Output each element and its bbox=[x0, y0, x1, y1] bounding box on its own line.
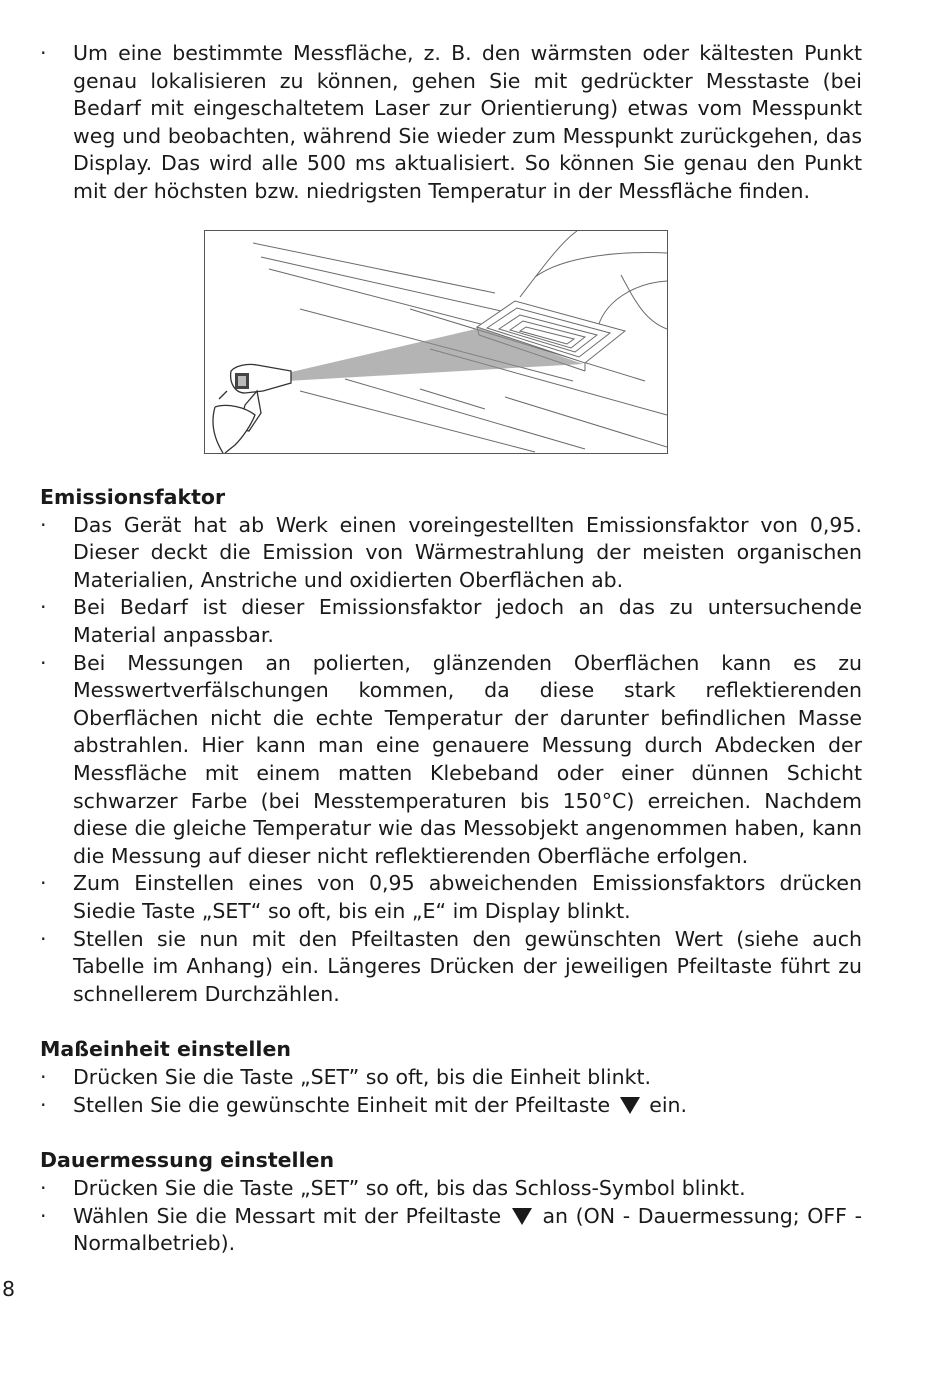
bullet: · bbox=[40, 595, 47, 620]
bullet: · bbox=[40, 512, 47, 537]
intro-list bbox=[40, 40, 862, 206]
thermometer-illustration bbox=[204, 230, 668, 454]
bullet: · bbox=[40, 926, 47, 951]
list-item bbox=[40, 594, 862, 649]
list-item-text: an (ON - Dauermessung; OFF - Normalbetrieb). bbox=[73, 1203, 862, 1256]
list-item-text: ein. bbox=[649, 1092, 688, 1117]
list-item-text: Stellen Sie die gewünschte Einheit mit der Pfeiltaste bbox=[73, 1092, 611, 1117]
intro-paragraph: Um eine bestimmte Messfläche, z. B. den wärmsten oder kältesten Punkt genau lokalisieren zu können, gehen Sie mit gedrückter Messtaste (bei Bedarf mit eingeschaltetem Laser zur Orientierung) etwas vom Messpunkt weg und beobachten, während Sie wieder zum Messpunkt zurückgehen, das Display. Das wird alle 500 ms aktualisiert. So können Sie genau den Punkt mit der höchsten bzw. niedrigsten Temperatur in der Messfläche finden. bbox=[73, 41, 862, 203]
list-item bbox=[40, 1203, 862, 1258]
list-item bbox=[40, 1175, 862, 1203]
bullet: · bbox=[40, 1065, 47, 1089]
continuous-list bbox=[40, 1175, 862, 1258]
list-item-text: Das Gerät hat ab Werk einen voreingestellten Emissionsfaktor von 0,95. Dieser deckt die Emission von Wärmestrahlung der meisten organischen Materialien, Anstriche und oxidierten Oberflächen ab. bbox=[73, 512, 862, 592]
list-item-text: Drücken Sie die Taste „SET” so oft, bis die Einheit blinkt. bbox=[73, 1065, 652, 1089]
list-item-text: Bei Bedarf ist dieser Emissionsfaktor jedoch an das zu untersuchende Material anpassbar. bbox=[73, 595, 862, 647]
list-item-text: Drücken Sie die Taste „SET” so oft, bis das Schloss-Symbol blinkt. bbox=[73, 1176, 746, 1200]
section-heading-continuous: Dauermessung einstellen bbox=[40, 1148, 335, 1172]
list-item bbox=[40, 1064, 862, 1092]
list-item-text: Stellen sie nun mit den Pfeiltasten den gewünschten Wert (siehe auch Tabelle im Anhang) ein. Längeres Drücken der jeweiligen Pfeiltaste führt zu schnellerem Durchzählen. bbox=[73, 926, 862, 1006]
bullet: · bbox=[40, 1092, 47, 1117]
bullet: · bbox=[40, 1176, 47, 1200]
list-item-text: Wählen Sie die Messart mit der Pfeiltaste bbox=[73, 1203, 502, 1228]
section-heading-emission: Emissionsfaktor bbox=[40, 485, 226, 509]
list-item bbox=[40, 870, 862, 925]
emission-list bbox=[40, 512, 862, 1009]
thermometer-measurement-icon bbox=[205, 231, 667, 453]
bullet: · bbox=[40, 1203, 47, 1228]
unit-list bbox=[40, 1064, 862, 1119]
bullet: · bbox=[40, 871, 47, 896]
list-item bbox=[40, 1092, 862, 1120]
list-item bbox=[40, 40, 862, 206]
bullet: · bbox=[40, 41, 47, 65]
list-item-text: Bei Messungen an polierten, glänzenden Oberflächen kann es zu Messwertverfälschungen kommen, da diese stark reflektierenden Oberflächen nicht die echte Temperatur der darunter befindlichen Masse abstrahlen. Hier kann man eine genauere Messung durch Abdecken der Messfläche mit einem matten Klebeband oder einer dünnen Schicht schwarzer Farbe (bei Messtemperaturen bis 150°C) erreichen. Nachdem diese die gleiche Temperatur wie das Messobjekt angenommen haben, kann die Messung auf dieser nicht reflektierenden Oberfläche erfolgen. bbox=[73, 650, 862, 868]
list-item bbox=[40, 512, 862, 595]
down-triangle-icon bbox=[620, 1097, 640, 1114]
section-heading-unit: Maßeinheit einstellen bbox=[40, 1037, 291, 1061]
down-triangle-icon bbox=[512, 1208, 532, 1225]
bullet: · bbox=[40, 650, 47, 675]
list-item bbox=[40, 926, 862, 1009]
list-item-text: Zum Einstellen eines von 0,95 abweichenden Emissionsfaktors drücken Siedie Taste „SET“ so oft, bis ein „E“ im Display blinkt. bbox=[73, 871, 862, 923]
page-number: 8 bbox=[2, 1277, 16, 1301]
list-item bbox=[40, 650, 862, 871]
